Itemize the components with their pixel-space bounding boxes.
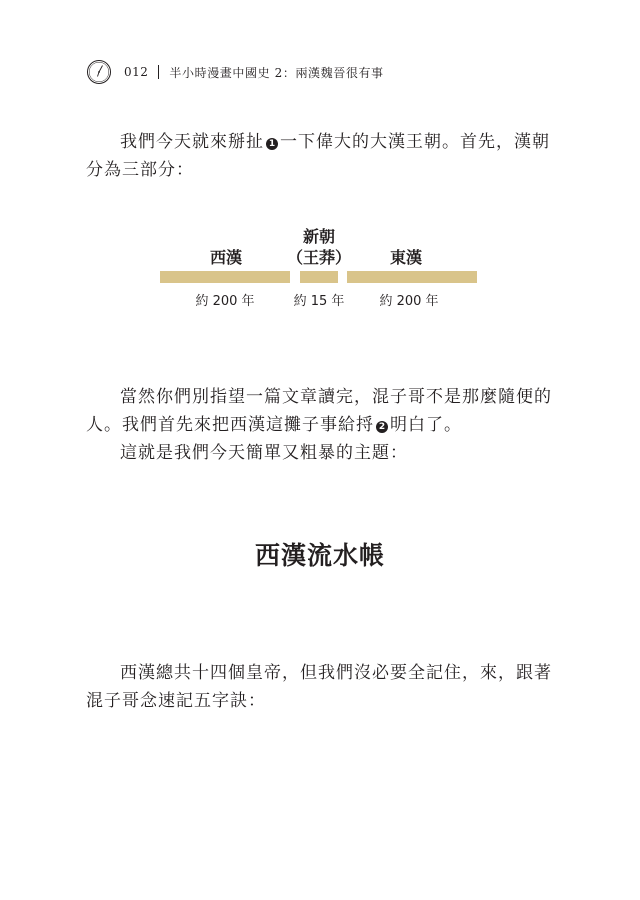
book-title: 半小時漫畫中國史 2：兩漢魏晉很有事 [169, 65, 384, 80]
header-divider [158, 65, 159, 79]
running-header [86, 58, 384, 86]
timeline-duration-eastern-han: 約 200 年 [379, 294, 439, 309]
timeline-bar-eastern-han [347, 271, 477, 283]
page-number: 012 [124, 65, 149, 79]
timeline-duration-xin-dynasty: 約 15 年 [293, 294, 345, 309]
timeline-label-xin-dynasty: 新朝 [302, 227, 336, 246]
paragraph-2 [86, 383, 554, 439]
timeline-bar-western-han [160, 271, 290, 283]
section-title: 西漢流水帳 [254, 541, 385, 570]
timeline-label-wang-mang: （王莽） [286, 248, 352, 267]
timeline-label-western-han: 西漢 [209, 248, 243, 267]
footnote-marker-2[interactable]: 2 [376, 421, 388, 433]
intro-text-after: 一下偉大的大漢王朝。首先，漢朝分為三部分： [86, 132, 550, 180]
clock-icon [86, 59, 112, 85]
intro-text-before: 我們今天就來掰扯 [120, 132, 264, 152]
paragraph-4: 西漢總共十四個皇帝，但我們沒必要全記住，來，跟著混子哥念速記五字訣： [86, 663, 552, 711]
timeline-duration-western-han: 約 200 年 [195, 294, 255, 309]
paragraph-2-text-after: 明白了。 [390, 415, 462, 435]
paragraph-3: 這就是我們今天簡單又粗暴的主題： [120, 443, 408, 463]
intro-paragraph [86, 128, 554, 184]
timeline-label-eastern-han: 東漢 [389, 248, 423, 267]
footnote-marker-1[interactable]: 1 [266, 138, 278, 150]
timeline-bar-xin-dynasty [300, 271, 338, 283]
paragraph-2-text-before: 當然你們別指望一篇文章讀完，混子哥不是那麼隨便的人。我們首先來把西漢這攤子事給捋 [86, 387, 552, 435]
